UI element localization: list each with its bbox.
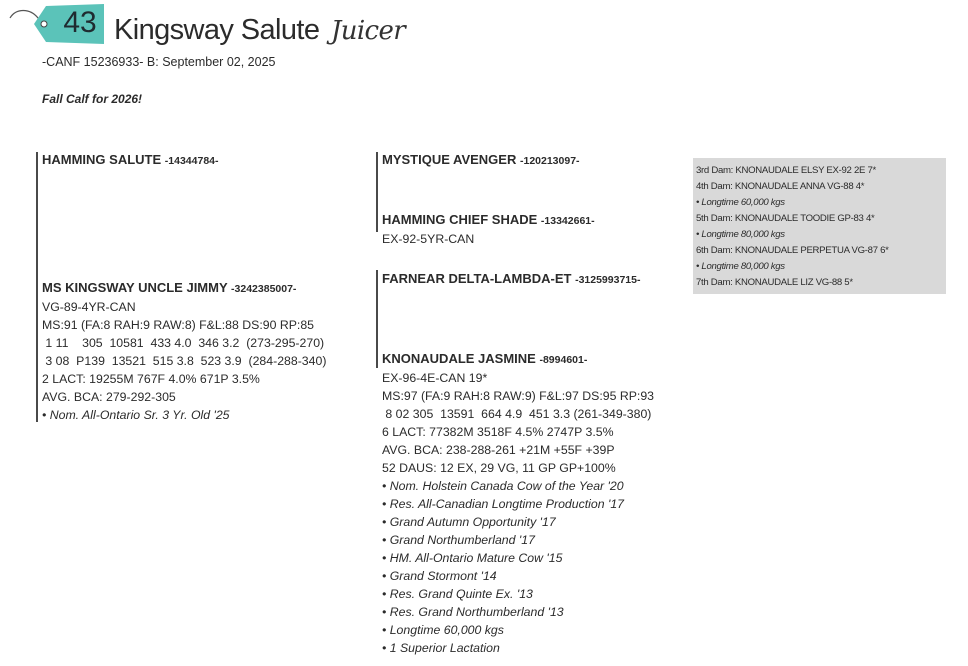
dam-dam-award: • Grand Northumberland '17 bbox=[382, 533, 535, 547]
sire-dam-reg: -13342661- bbox=[540, 215, 595, 227]
dam-dam-award: • Res. All-Canadian Longtime Production '17 bbox=[382, 497, 625, 511]
dam-sire-name: FARNEAR DELTA-LAMBDA-ET bbox=[382, 271, 572, 286]
dam-sire-reg: -3125993715- bbox=[575, 274, 641, 286]
dam-dam-award: • Grand Autumn Opportunity '17 bbox=[382, 515, 556, 529]
dam-dam-award: • Longtime 60,000 kgs bbox=[382, 623, 504, 637]
dam-dam-line: 8 02 305 13591 664 4.9 451 3.3 (261-349-380) bbox=[382, 407, 652, 421]
sale-note: Fall Calf for 2026! bbox=[42, 92, 143, 106]
extended-dam-note: • Longtime 80,000 kgs bbox=[696, 261, 785, 272]
extended-dam-line: 6th Dam: KNONAUDALE PERPETUA VG-87 6* bbox=[696, 245, 889, 256]
dam-line: 3 08 P139 13521 515 3.8 523 3.9 (284-288-340) bbox=[42, 354, 327, 368]
registration-line: -CANF 15236933- B: September 02, 2025 bbox=[42, 55, 276, 69]
sire-sire-name: MYSTIQUE AVENGER bbox=[382, 152, 517, 167]
extended-dam-line: 5th Dam: KNONAUDALE TOODIE GP-83 4* bbox=[696, 213, 875, 224]
extended-dam-line: 7th Dam: KNONAUDALE LIZ VG-88 5* bbox=[696, 277, 853, 288]
dam-dam-award: • Res. Grand Northumberland '13 bbox=[382, 605, 564, 619]
sire-reg: -14344784- bbox=[164, 155, 219, 167]
pedigree-bracket-sire-side bbox=[376, 152, 378, 232]
dam-dam-award: • Nom. Holstein Canada Cow of the Year '20 bbox=[382, 479, 624, 493]
dam-dam-line: MS:97 (FA:9 RAH:8 RAW:9) F&L:97 DS:95 RP:93 bbox=[382, 389, 655, 403]
animal-name: Kingsway Salute bbox=[114, 14, 320, 46]
extended-dams-list bbox=[696, 163, 889, 291]
dam-dam-award: • 1 Superior Lactation bbox=[382, 641, 500, 655]
dam-line: AVG. BCA: 279-292-305 bbox=[42, 390, 176, 404]
sire-block bbox=[42, 151, 219, 170]
animal-name-line bbox=[114, 14, 405, 47]
dam-line: MS:91 (FA:8 RAH:9 RAW:8) F&L:88 DS:90 RP:85 bbox=[42, 318, 315, 332]
dam-line: VG-89-4YR-CAN bbox=[42, 300, 136, 314]
dam-line: 2 LACT: 19255M 767F 4.0% 671P 3.5% bbox=[42, 372, 260, 386]
lot-number: 43 bbox=[63, 6, 97, 39]
extended-dams-box bbox=[693, 158, 946, 294]
dam-block bbox=[42, 279, 326, 424]
pedigree-bracket-dam-side bbox=[376, 270, 378, 368]
dam-sire-block bbox=[382, 270, 640, 289]
animal-nickname: Juicer bbox=[330, 16, 406, 46]
dam-dam-name: KNONAUDALE JASMINE bbox=[382, 351, 536, 366]
dam-dam-line: EX-96-4E-CAN 19* bbox=[382, 371, 488, 385]
sire-dam-name: HAMMING CHIEF SHADE bbox=[382, 212, 538, 227]
dam-line: 1 11 305 10581 433 4.0 346 3.2 (273-295-270) bbox=[42, 336, 325, 350]
dam-dam-reg: -8994601- bbox=[539, 354, 588, 366]
dam-award: • Nom. All-Ontario Sr. 3 Yr. Old '25 bbox=[42, 408, 230, 422]
dam-dam-line: 6 LACT: 77382M 3518F 4.5% 2747P 3.5% bbox=[382, 425, 614, 439]
dam-dam-line: AVG. BCA: 238-288-261 +21M +55F +39P bbox=[382, 443, 615, 457]
extended-dam-line: 4th Dam: KNONAUDALE ANNA VG-88 4* bbox=[696, 181, 865, 192]
sire-dam-line: EX-92-5YR-CAN bbox=[382, 232, 475, 246]
dam-dam-award: • Grand Stormont '14 bbox=[382, 569, 497, 583]
dam-reg: -3242385007- bbox=[231, 283, 297, 295]
dam-dam-line: 52 DAUS: 12 EX, 29 VG, 11 GP GP+100% bbox=[382, 461, 616, 475]
dam-name: MS KINGSWAY UNCLE JIMMY bbox=[42, 280, 228, 295]
extended-dam-note: • Longtime 60,000 kgs bbox=[696, 197, 785, 208]
extended-dam-note: • Longtime 80,000 kgs bbox=[696, 229, 785, 240]
dam-dam-block bbox=[382, 350, 654, 657]
pedigree-bracket-left bbox=[36, 152, 38, 422]
sire-sire-reg: -120213097- bbox=[519, 155, 580, 167]
sire-sire-block bbox=[382, 151, 580, 170]
dam-dam-award: • Res. Grand Quinte Ex. '13 bbox=[382, 587, 533, 601]
sire-dam-block bbox=[382, 211, 595, 248]
extended-dam-line: 3rd Dam: KNONAUDALE ELSY EX-92 2E 7* bbox=[696, 165, 876, 176]
sire-name: HAMMING SALUTE bbox=[42, 152, 162, 167]
dam-dam-award: • HM. All-Ontario Mature Cow '15 bbox=[382, 551, 563, 565]
